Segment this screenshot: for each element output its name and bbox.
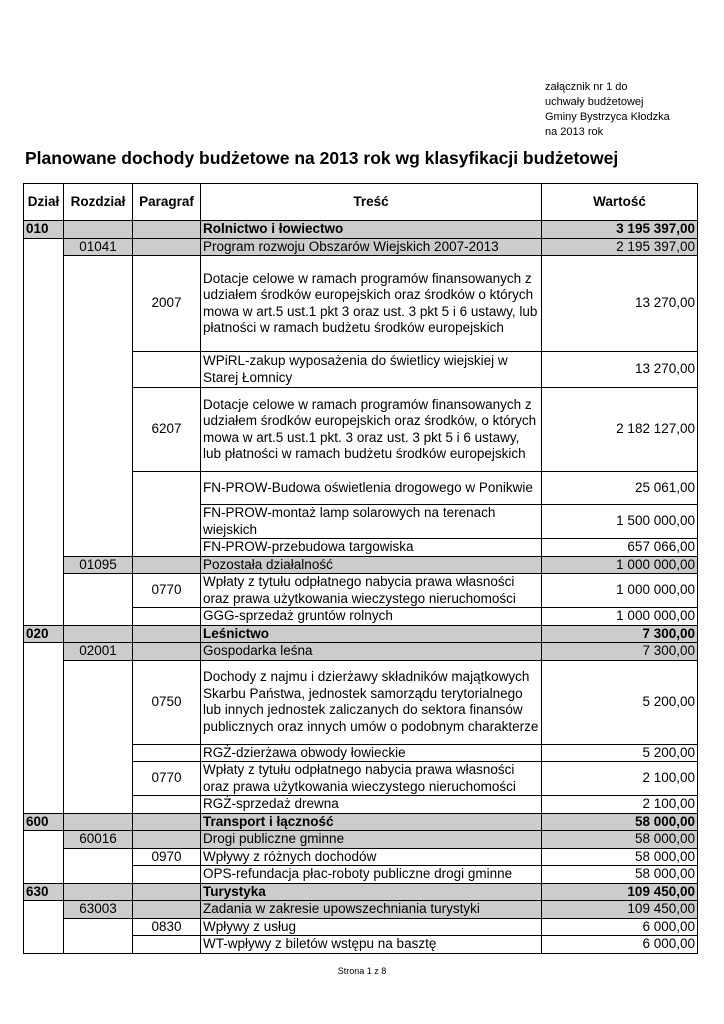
row-description: Wpłaty z tytułu odpłatnego nabycia prawa własności oraz prawa użytkowania wieczystego nieruchomości	[201, 762, 542, 796]
paragraf-code: 0770	[133, 574, 201, 608]
row-description: Dochody z najmu i dzierżawy składników majątkowych Skarbu Państwa, jednostek samorządu terytorialnego lub innych jednostek zaliczanych do sektora finansów publicznych oraz innych umów o podobnym charakterze	[201, 660, 542, 744]
row-description: FN-PROW-przebudowa targowiska	[201, 539, 542, 557]
paragraf-code: 0750	[133, 660, 201, 744]
table-row	[24, 608, 698, 626]
table-row	[24, 352, 698, 388]
table-row	[24, 643, 698, 661]
row-value: 7 300,00	[542, 643, 698, 661]
row-description: Program rozwoju Obszarów Wiejskich 2007-2013	[201, 238, 542, 256]
table-row	[24, 918, 698, 936]
row-value: 25 061,00	[542, 472, 698, 505]
table-row	[24, 796, 698, 814]
header-wartosc: Wartość	[542, 184, 698, 221]
row-description: Pozostała działalność	[201, 556, 542, 574]
table-row	[24, 660, 698, 744]
table-row	[24, 831, 698, 849]
row-value: 58 000,00	[542, 866, 698, 884]
table-row	[24, 574, 698, 608]
note-line: na 2013 rok	[545, 126, 604, 138]
table-row	[24, 238, 698, 256]
table-row	[24, 221, 698, 239]
table-row	[24, 388, 698, 472]
row-description: Leśnictwo	[201, 625, 542, 643]
row-value: 13 270,00	[542, 256, 698, 352]
dzial-code: 600	[24, 813, 64, 831]
dzial-code: 010	[24, 221, 64, 239]
page-title: Planowane dochody budżetowe na 2013 rok wg klasyfikacji budżetowej	[25, 148, 619, 168]
row-value: 2 100,00	[542, 796, 698, 814]
table-row	[24, 505, 698, 539]
row-description: RGŻ-dzierżawa obwody łowieckie	[201, 744, 542, 762]
row-value: 1 000 000,00	[542, 556, 698, 574]
row-description: Zadania w zakresie upowszechniania turystyki	[201, 901, 542, 919]
row-value: 2 100,00	[542, 762, 698, 796]
rozdzial-code: 01095	[64, 556, 133, 574]
page-number: Strona 1 z 8	[337, 966, 387, 976]
table-row	[24, 848, 698, 866]
row-description: Gospodarka leśna	[201, 643, 542, 661]
table-row	[24, 539, 698, 557]
table-row	[24, 625, 698, 643]
row-value: 2 182 127,00	[542, 388, 698, 472]
row-value: 58 000,00	[542, 848, 698, 866]
row-value: 7 300,00	[542, 625, 698, 643]
paragraf-code: 0970	[133, 848, 201, 866]
table-row	[24, 866, 698, 884]
row-description: Transport i łączność	[201, 813, 542, 831]
row-value: 1 500 000,00	[542, 505, 698, 539]
header-tresc: Treść	[201, 184, 542, 221]
row-description: FN-PROW-montaż lamp solarowych na terenach wiejskich	[201, 505, 542, 539]
header-rozdzial: Rozdział	[64, 184, 133, 221]
row-value: 6 000,00	[542, 918, 698, 936]
row-value: 3 195 397,00	[542, 221, 698, 239]
paragraf-code: 2007	[133, 256, 201, 352]
dzial-code: 020	[24, 625, 64, 643]
rozdzial-code: 63003	[64, 901, 133, 919]
attachment-note	[545, 80, 670, 140]
table-header-row	[24, 184, 698, 221]
paragraf-code: 0830	[133, 918, 201, 936]
table-row	[24, 901, 698, 919]
row-value: 13 270,00	[542, 352, 698, 388]
header-paragraf: Paragraf	[133, 184, 201, 221]
note-line: uchwały budżetowej	[545, 96, 644, 108]
table-row	[24, 762, 698, 796]
row-value: 2 195 397,00	[542, 238, 698, 256]
row-description: WT-wpływy z biletów wstępu na basztę	[201, 936, 542, 954]
row-description: RGŻ-sprzedaż drewna	[201, 796, 542, 814]
row-value: 109 450,00	[542, 901, 698, 919]
row-description: GGG-sprzedaż gruntów rolnych	[201, 608, 542, 626]
rozdzial-code: 01041	[64, 238, 133, 256]
row-value: 5 200,00	[542, 660, 698, 744]
table-row	[24, 813, 698, 831]
row-description: Rolnictwo i łowiectwo	[201, 221, 542, 239]
row-description: WPiRL-zakup wyposażenia do świetlicy wiejskiej w Starej Łomnicy	[201, 352, 542, 388]
table-row	[24, 883, 698, 901]
table-row	[24, 472, 698, 505]
table-row	[24, 256, 698, 352]
row-description: Drogi publiczne gminne	[201, 831, 542, 849]
row-value: 6 000,00	[542, 936, 698, 954]
row-value: 1 000 000,00	[542, 608, 698, 626]
table-row	[24, 936, 698, 954]
paragraf-code: 0770	[133, 762, 201, 796]
row-description: Wpłaty z tytułu odpłatnego nabycia prawa własności oraz prawa użytkowania wieczystego nieruchomości	[201, 574, 542, 608]
row-description: OPS-refundacja płac-roboty publiczne drogi gminne	[201, 866, 542, 884]
rozdzial-code: 60016	[64, 831, 133, 849]
note-line: załącznik nr 1 do	[545, 81, 628, 93]
table-row	[24, 744, 698, 762]
row-description: Turystyka	[201, 883, 542, 901]
row-value: 58 000,00	[542, 831, 698, 849]
row-value: 1 000 000,00	[542, 574, 698, 608]
row-description: Wpływy z usług	[201, 918, 542, 936]
row-description: FN-PROW-Budowa oświetlenia drogowego w Ponikwie	[201, 472, 542, 505]
table-row	[24, 556, 698, 574]
budget-table	[23, 183, 698, 954]
note-line: Gminy Bystrzyca Kłodzka	[545, 111, 670, 123]
row-description: Dotacje celowe w ramach programów finansowanych z udziałem środków europejskich oraz środków, o których mowa w art.5 ust.1 pkt. 3 oraz ust. 3 pkt 5 i 6 ustawy, lub płatności w ramach budżetu środków europejskich	[201, 388, 542, 472]
dzial-code: 630	[24, 883, 64, 901]
row-description: Wpływy z różnych dochodów	[201, 848, 542, 866]
rozdzial-code: 02001	[64, 643, 133, 661]
paragraf-code: 6207	[133, 388, 201, 472]
row-value: 5 200,00	[542, 744, 698, 762]
row-description: Dotacje celowe w ramach programów finansowanych z udziałem środków europejskich oraz środków o których mowa w art.5 ust.1 pkt 3 oraz ust. 3 pkt 5 i 6 ustawy, lub płatności w ramach budżetu środków europejskich	[201, 256, 542, 352]
row-value: 58 000,00	[542, 813, 698, 831]
row-value: 109 450,00	[542, 883, 698, 901]
header-dzial: Dział	[24, 184, 64, 221]
row-value: 657 066,00	[542, 539, 698, 557]
